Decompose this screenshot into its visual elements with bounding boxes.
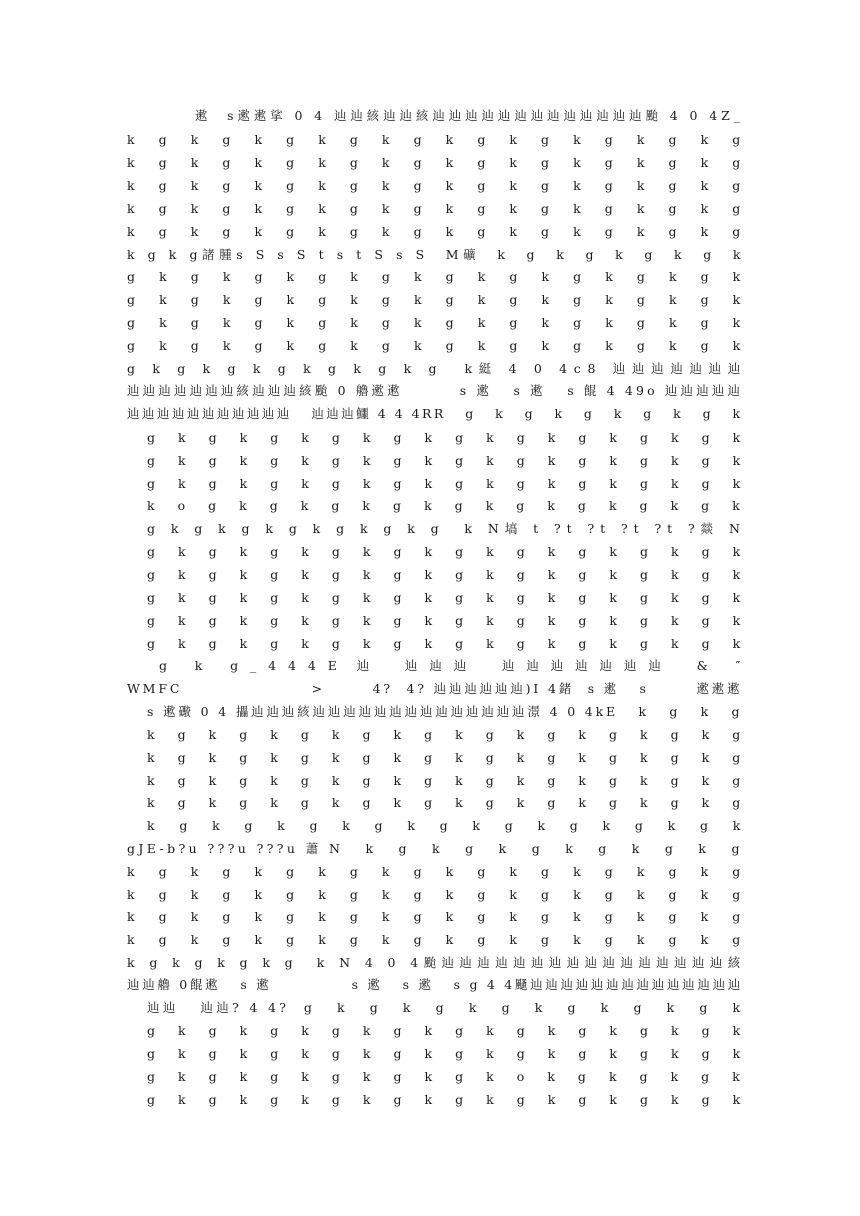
text-line: g k g k g k g k g k g k g k g k g k g k bbox=[127, 269, 751, 284]
text-line: g k g k g k g k g k g k g k g k g k g k bbox=[147, 1046, 750, 1061]
text-line: k o g k g k g k g k g k g k g k g k g k bbox=[147, 498, 750, 513]
text-line: g k g k g k g k g k g k g k g k g k g k bbox=[147, 1092, 750, 1107]
text-line: g k g k g k g k g k g k g k g k g k g k bbox=[147, 1023, 750, 1038]
text-line: s 遬礮 0 4 攂辿辿辿絯辿辿辿辿辿辿辿辿辿辿辿辿辿辿澋 4 0 4kE k g k g bbox=[147, 704, 743, 719]
text-line: k g k g k g k g k g k g k g k g k g k g bbox=[127, 887, 751, 902]
text-line: g k g k g k g k g k g k g k g k g k g k bbox=[147, 567, 750, 582]
text-line: g k g k g k g k g k g k g k g k g k g k bbox=[127, 315, 751, 330]
text-line: g k g k g k g k g k g k g k g k g k g k bbox=[147, 590, 750, 605]
text-line: k g k g諸腫s S s S t s t S s S M礦 k g k g k g k g k bbox=[127, 247, 746, 262]
text-line: gJE-b?u ???u ???u 蕭 N k g k g k g k g k g k g bbox=[127, 841, 743, 856]
text-line: k g k g k g k g k g k g k g k g k g k g bbox=[127, 224, 751, 239]
text-line: k g k g k g k g k g k g k g k g k g k g bbox=[127, 909, 751, 924]
text-line: g k g _ 4 4 4 E 辿 辿 辿 辿 辿 辿 辿 辿 辿 辿 辿 & ″ bbox=[159, 658, 745, 673]
text-line: k g k g k g k g k g k g k g k g k g k g bbox=[127, 155, 751, 170]
text-line: WMFC > 4? 4? 辿辿辿辿辿辿)I 4鍺 s 遬 s 遬遬遬 bbox=[127, 681, 743, 696]
text-line: k g k g k g k g k g k g k g k g k g k bbox=[147, 818, 751, 833]
text-line: k g k g k g k g k g k g k g k g k g k g bbox=[147, 750, 750, 765]
text-line: 遬 s遬遬挲 0 4 辿辿絯辿辿絯辿辿辿辿辿辿辿辿辿辿辿辿辿颱 4 0 4Z_ bbox=[195, 108, 744, 123]
text-line: 辿辿艪 0餛遬 s 遬 s 遬 s 遬 s g 4 4颾辿辿辿辿辿辿辿辿辿辿辿辿辿辿 bbox=[127, 977, 743, 992]
text-line: g k g k g k g k g k g k g k g k g k g k bbox=[147, 613, 750, 628]
text-line: g k g k g k g k g k g k g k N塙 t ?t ?t ?t ?t ?燚 N bbox=[147, 521, 746, 536]
text-line: g k g k g k g k g k g k g k g k g k g k bbox=[147, 430, 750, 445]
text-line: g k g k g k g k g k g k g k g k g k g k bbox=[147, 636, 750, 651]
text-line: k g k g k g k g k g k g k g k g k g k g bbox=[127, 864, 751, 879]
text-line: k g k g k g k g k g k g k g k g k g k g bbox=[127, 932, 751, 947]
text-line: g k g k g k g k g k g k g k g k g k g k bbox=[147, 453, 750, 468]
text-line: g k g k g k g k g k g k g k g k g k g k bbox=[147, 476, 750, 491]
text-line: k g k g k g k g k N 4 0 4颱辿辿辿辿辿辿辿辿辿辿辿辿辿辿辿辿絯 bbox=[127, 955, 746, 970]
text-line: k g k g k g k g k g k g k g k g k g k g bbox=[147, 773, 750, 788]
text-line: g k g k g k g k g k g k o k g k g k g k bbox=[147, 1069, 750, 1084]
text-line: 辿辿辿辿辿辿辿辿辿辿辿 辿辿辿鱷 4 4 4RR g k g k g k g k g k bbox=[127, 406, 743, 421]
text-line: k g k g k g k g k g k g k g k g k g k g bbox=[127, 201, 751, 216]
text-line: g k g k g k g k g k g k g k g k g k g k bbox=[127, 292, 751, 307]
text-line: k g k g k g k g k g k g k g k g k g k g bbox=[147, 795, 750, 810]
text-line: 辿辿 辿辿? 4 4? g k g k g k g k g k g k g k bbox=[147, 1000, 744, 1015]
text-line: g k g k g k g k g k g k g k g k g k g k bbox=[147, 544, 750, 559]
text-line: k g k g k g k g k g k g k g k g k g k g bbox=[127, 132, 751, 147]
text-line: k g k g k g k g k g k g k g k g k g k g bbox=[147, 727, 750, 742]
text-line: g k g k g k g k g k g k g k g k g k g k bbox=[127, 338, 751, 353]
text-line: k g k g k g k g k g k g k g k g k g k g bbox=[127, 178, 751, 193]
text-line: 辿辿辿辿辿辿辿絯辿辿辿絯颱 0 艪遬遬 s 遬 s 遬 s 餛 4 49o 辿辿辿辿辿 bbox=[127, 383, 744, 398]
text-line: g k g k g k g k g k g k g k綎 4 0 4c8 辿辿辿辿辿辿辿 bbox=[127, 361, 748, 376]
